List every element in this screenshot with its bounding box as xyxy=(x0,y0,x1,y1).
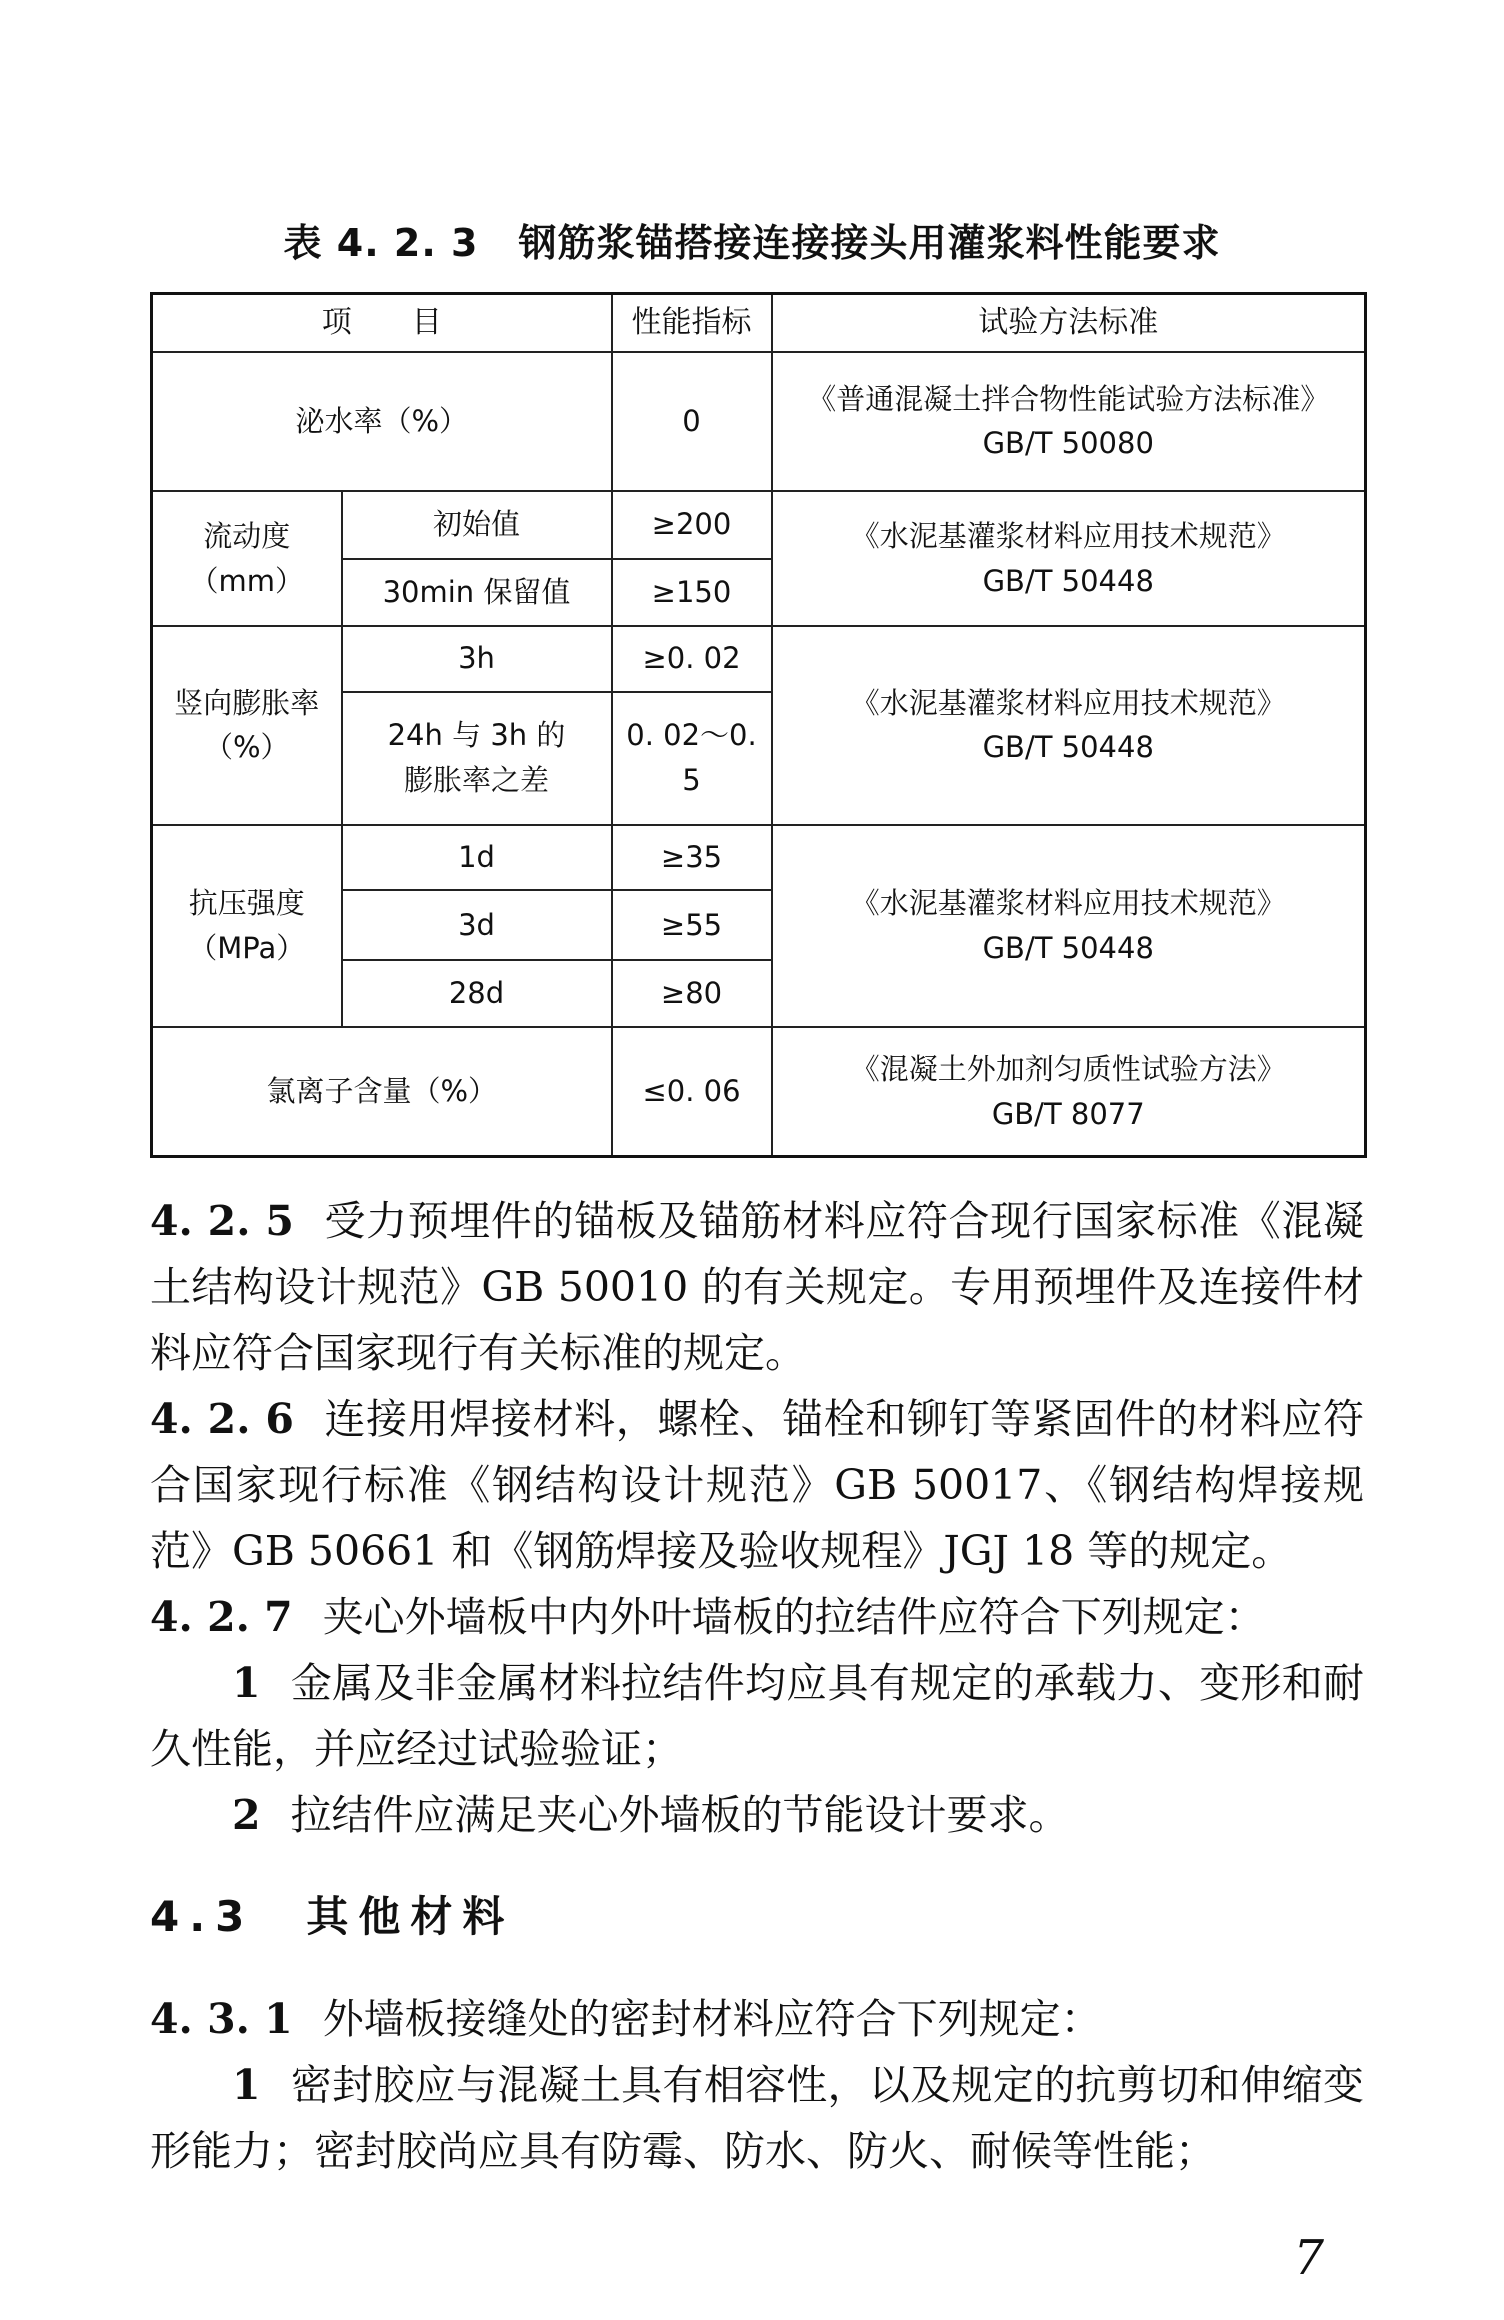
clause-4-2-5 xyxy=(150,1188,1364,1386)
item-text: 拉结件应满足夹心外墙板的节能设计要求。 xyxy=(290,1791,1070,1839)
bleed-std-code: GB/T 50080 xyxy=(982,426,1154,461)
table-caption xyxy=(0,212,1504,267)
clause-4-3-1-item-1 xyxy=(150,2052,1364,2184)
clause-number: 4. 2. 7 xyxy=(150,1593,293,1641)
clause-4-2-6 xyxy=(150,1386,1364,1584)
clause-number: 4. 2. 5 xyxy=(150,1197,294,1245)
chloride-std-name: 《混凝土外加剂匀质性试验方法》 xyxy=(850,1051,1286,1086)
expansion-std-name: 《水泥基灌浆材料应用技术规范》 xyxy=(850,685,1286,720)
header-item: 项 目 xyxy=(152,294,612,352)
item-text: 密封胶应与混凝土具有相容性，以及规定的抗剪切和伸缩变形能力；密封胶尚应具有防霉、防水、防火、耐候等性能； xyxy=(150,2061,1364,2175)
bleed-standard xyxy=(772,352,1366,491)
fluidity-unit: （mm） xyxy=(189,563,304,598)
clause-4-3-1 xyxy=(150,1986,1364,2052)
bleed-value: 0 xyxy=(612,352,772,491)
strength-3d-label: 3d xyxy=(342,890,612,960)
body-text xyxy=(150,1188,1364,2184)
fluidity-label-cell xyxy=(152,491,342,626)
table-row xyxy=(152,352,1366,491)
header-index: 性能指标 xyxy=(612,294,772,352)
header-method: 试验方法标准 xyxy=(772,294,1366,352)
expansion-std-code: GB/T 50448 xyxy=(982,730,1154,765)
table-row xyxy=(152,1027,1366,1156)
strength-28d-value: ≥80 xyxy=(612,960,772,1028)
expansion-diff-line2: 膨胀率之差 xyxy=(403,763,549,798)
strength-28d-label: 28d xyxy=(342,960,612,1028)
fluidity-30min-value: ≥150 xyxy=(612,559,772,627)
expansion-label-cell xyxy=(152,626,342,825)
expansion-diff-value: 0. 02～0. 5 xyxy=(612,692,772,825)
chloride-label: 氯离子含量（%） xyxy=(152,1027,612,1156)
fluidity-std-code: GB/T 50448 xyxy=(982,563,1154,598)
fluidity-standard xyxy=(772,491,1366,626)
strength-std-code: GB/T 50448 xyxy=(982,931,1154,966)
strength-label-cell xyxy=(152,825,342,1028)
clause-text: 夹心外墙板中内外叶墙板的拉结件应符合下列规定： xyxy=(322,1593,1266,1641)
fluidity-initial-value: ≥200 xyxy=(612,491,772,559)
spec-table xyxy=(150,292,1367,1158)
item-number: 1 xyxy=(232,1659,261,1707)
item-text: 金属及非金属材料拉结件均应具有规定的承载力、变形和耐久性能，并应经过试验验证； xyxy=(150,1659,1364,1773)
table-row xyxy=(152,491,1366,559)
clause-text: 外墙板接缝处的密封材料应符合下列规定： xyxy=(322,1995,1102,2043)
expansion-diff-label xyxy=(342,692,612,825)
expansion-3h-value: ≥0. 02 xyxy=(612,626,772,692)
strength-unit: （MPa） xyxy=(188,931,306,966)
chloride-value: ≤0. 06 xyxy=(612,1027,772,1156)
fluidity-std-name: 《水泥基灌浆材料应用技术规范》 xyxy=(850,518,1286,553)
clause-4-2-7 xyxy=(150,1584,1364,1650)
expansion-unit: （%） xyxy=(203,730,290,765)
expansion-label: 竖向膨胀率 xyxy=(174,685,320,720)
fluidity-label: 流动度 xyxy=(203,518,291,553)
table-header-row xyxy=(152,294,1366,352)
table-row xyxy=(152,825,1366,891)
expansion-diff-line1: 24h 与 3h 的 xyxy=(387,718,566,753)
fluidity-30min-label: 30min 保留值 xyxy=(342,559,612,627)
clause-number: 4. 2. 6 xyxy=(150,1395,294,1443)
strength-std-name: 《水泥基灌浆材料应用技术规范》 xyxy=(850,886,1286,921)
strength-3d-value: ≥55 xyxy=(612,890,772,960)
section-heading: 4.3 其他材料 xyxy=(150,1892,515,1941)
page-number: 7 xyxy=(1293,2230,1324,2286)
table-row xyxy=(152,626,1366,692)
clause-4-2-7-item-2 xyxy=(150,1782,1364,1848)
chloride-std-code: GB/T 8077 xyxy=(991,1096,1145,1131)
strength-1d-value: ≥35 xyxy=(612,825,772,891)
table-title: 钢筋浆锚搭接连接接头用灌浆料性能要求 xyxy=(518,221,1221,265)
strength-1d-label: 1d xyxy=(342,825,612,891)
clause-4-2-7-item-1 xyxy=(150,1650,1364,1782)
item-number: 1 xyxy=(232,2061,261,2109)
bleed-std-name: 《普通混凝土拌合物性能试验方法标准》 xyxy=(807,381,1330,416)
bleed-label: 泌水率（%） xyxy=(152,352,612,491)
strength-standard xyxy=(772,825,1366,1028)
chloride-standard xyxy=(772,1027,1366,1156)
clause-number: 4. 3. 1 xyxy=(150,1995,293,2043)
fluidity-initial-label: 初始值 xyxy=(342,491,612,559)
expansion-3h-label: 3h xyxy=(342,626,612,692)
strength-label: 抗压强度 xyxy=(188,886,305,921)
clause-text: 连接用焊接材料，螺栓、锚栓和铆钉等紧固件的材料应符合国家现行标准《钢结构设计规范》GB 50017、《钢结构焊接规范》GB 50661 和《钢筋焊接及验收规程》JGJ 18 等的规定。 xyxy=(150,1395,1364,1575)
table-number: 表 4. 2. 3 xyxy=(283,221,479,265)
expansion-standard xyxy=(772,626,1366,825)
item-number: 2 xyxy=(232,1791,261,1839)
clause-text: 受力预埋件的锚板及锚筋材料应符合现行国家标准《混凝土结构设计规范》GB 50010 的有关规定。专用预埋件及连接件材料应符合国家现行有关标准的规定。 xyxy=(150,1197,1364,1377)
